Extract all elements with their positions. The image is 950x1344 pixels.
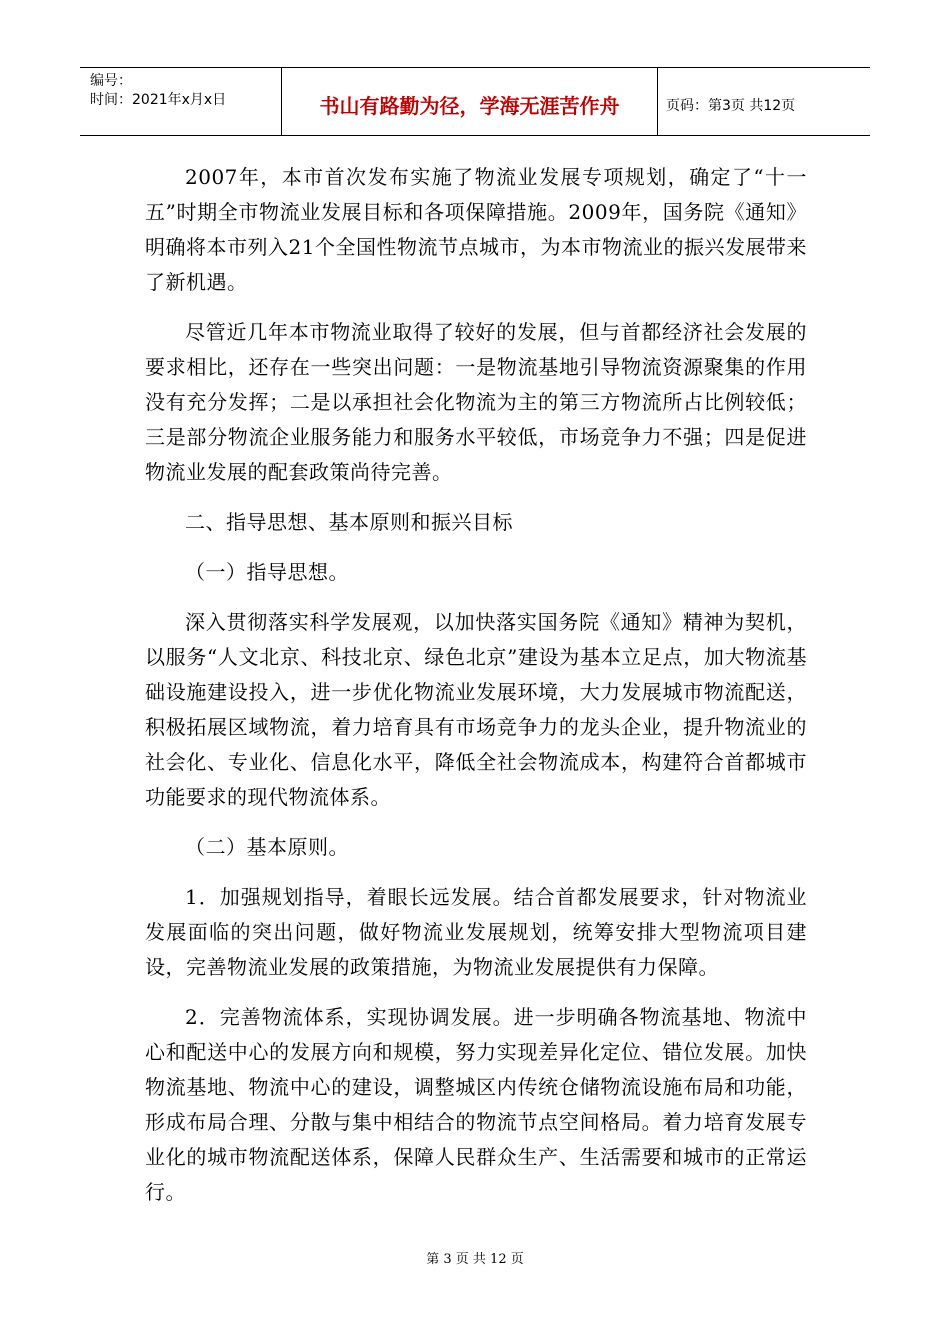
- document-time-label: 时间：2021年x月x日: [90, 92, 227, 108]
- paragraph-principle-2: 2．完善物流体系，实现协调发展。进一步明确各物流基地、物流中心和配送中心的发展方向和规模，努力实现差异化定位、错位发展。加快物流基地、物流中心的建设，调整城区内传统仓储物流设施布局和功能，形成布局合理、分散与集中相结合的物流节点空间格局。着力培育发展专业化的城市物流配送体系，保障人民群众生产、生活需要和城市的正常运行。: [145, 1005, 807, 1204]
- paragraph-principle-1: 1．加强规划指导，着眼长远发展。结合首都发展要求，针对物流业发展面临的突出问题，做好物流业发展规划，统筹安排大型物流项目建设，完善物流业发展的政策措施，为物流业发展提供有力保障。: [145, 885, 807, 979]
- header-meta-cell: [80, 68, 282, 135]
- page-footer: 第 3 页 共 12 页: [426, 1252, 524, 1267]
- paragraph-problems: 尽管近几年本市物流业取得了较好的发展，但与首都经济社会发展的要求相比，还存在一些突出问题：一是物流基地引导物流资源聚集的作用没有充分发挥；二是以承担社会化物流为主的第三方物流所占比例较低；三是部分物流企业服务能力和服务水平较低，市场竞争力不强；四是促进物流业发展的配套政策尚待完善。: [145, 320, 807, 484]
- header-motto: 书山有路勤为径，学海无涯苦作舟: [282, 68, 658, 135]
- paragraph-intro: 2007年，本市首次发布实施了物流业发展专项规划，确定了“十一五”时期全市物流业发展目标和各项保障措施。2009年，国务院《通知》明确将本市列入21个全国性物流节点城市，为本市物流业的振兴发展带来了新机遇。: [145, 165, 807, 294]
- paragraph-guiding-ideology: 深入贯彻落实科学发展观，以加快落实国务院《通知》精神为契机，以服务“人文北京、科技北京、绿色北京”建设为基本立足点，加大物流基础设施建设投入，进一步优化物流业发展环境，大力发展城市物流配送，积极拓展区域物流，着力培育具有市场竞争力的龙头企业，提升物流业的社会化、专业化、信息化水平，降低全社会物流成本，构建符合首都城市功能要求的现代物流体系。: [145, 610, 807, 809]
- document-body: [145, 160, 807, 1225]
- section-heading: 二、指导思想、基本原则和振兴目标: [185, 510, 513, 534]
- page-header: [80, 67, 870, 136]
- header-page-info: 页码：第3页 共12页: [666, 97, 796, 114]
- subsection-heading-basic-principles: （二）基本原则。: [185, 835, 349, 859]
- subsection-heading-guiding-ideology: （一）指导思想。: [185, 560, 349, 584]
- document-code-label: 编号：: [90, 73, 132, 89]
